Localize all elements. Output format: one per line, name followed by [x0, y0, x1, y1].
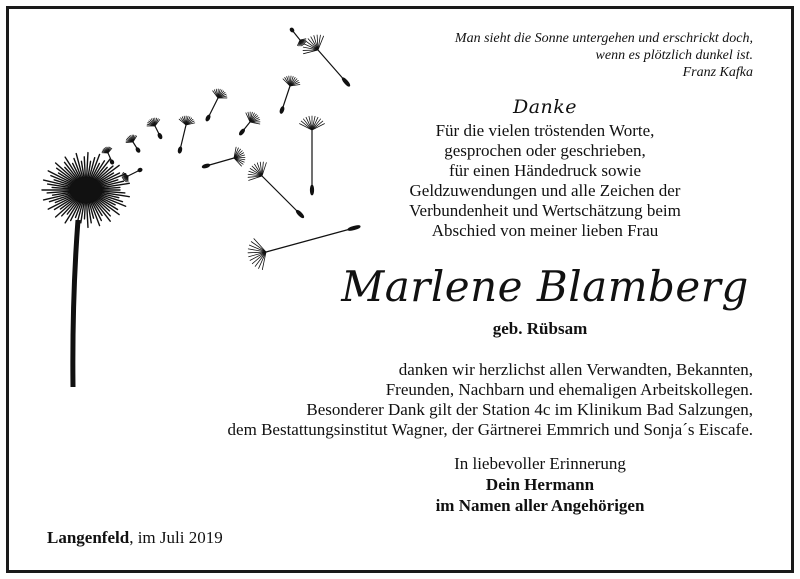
- maiden-name: geb. Rübsam: [492, 319, 588, 338]
- body-line: dem Bestattungsinstitut Wagner, der Gärtnerei Emmrich und Sonja´s Eiscafe.: [227, 420, 753, 439]
- kafka-quote: [333, 30, 753, 81]
- quote-line-1: Man sieht die Sonne untergehen und erschrickt doch,: [454, 31, 753, 46]
- closing-line: In liebevoller Erinnerung: [454, 454, 626, 473]
- closing-signature: [400, 453, 680, 516]
- thanks-line: Abschied von meiner lieben Frau: [431, 221, 659, 240]
- body-line: Freunden, Nachbarn und ehemaligen Arbeitskollegen.: [385, 380, 753, 399]
- signatory-name: Dein Hermann: [485, 475, 595, 494]
- date: , im Juli 2019: [129, 528, 223, 547]
- thanks-line: Geldzuwendungen und alle Zeichen der: [409, 181, 681, 200]
- deceased-name: Marlene Blamberg: [341, 262, 749, 311]
- acknowledgement-text: [153, 360, 753, 440]
- thanks-line: gesprochen oder geschrieben,: [444, 141, 646, 160]
- thanks-line: Verbundenheit und Wertschätzung beim: [409, 201, 681, 220]
- body-line: Besonderer Dank gilt der Station 4c im Klinikum Bad Salzungen,: [306, 400, 753, 419]
- thanks-line: für einen Händedruck sowie: [448, 161, 642, 180]
- quote-author: Franz Kafka: [682, 65, 753, 80]
- dandelion-icon: [0, 0, 380, 400]
- signatory-note: im Namen aller Angehörigen: [435, 496, 645, 515]
- thanks-line: Für die vielen tröstenden Worte,: [435, 121, 655, 140]
- thanks-heading: Danke: [512, 96, 578, 118]
- thanks-text: [400, 121, 690, 241]
- place-date: [47, 528, 223, 548]
- place: Langenfeld: [47, 528, 130, 547]
- quote-line-2: wenn es plötzlich dunkel ist.: [595, 48, 753, 63]
- body-line: danken wir herzlichst allen Verwandten, Bekannten,: [398, 360, 753, 379]
